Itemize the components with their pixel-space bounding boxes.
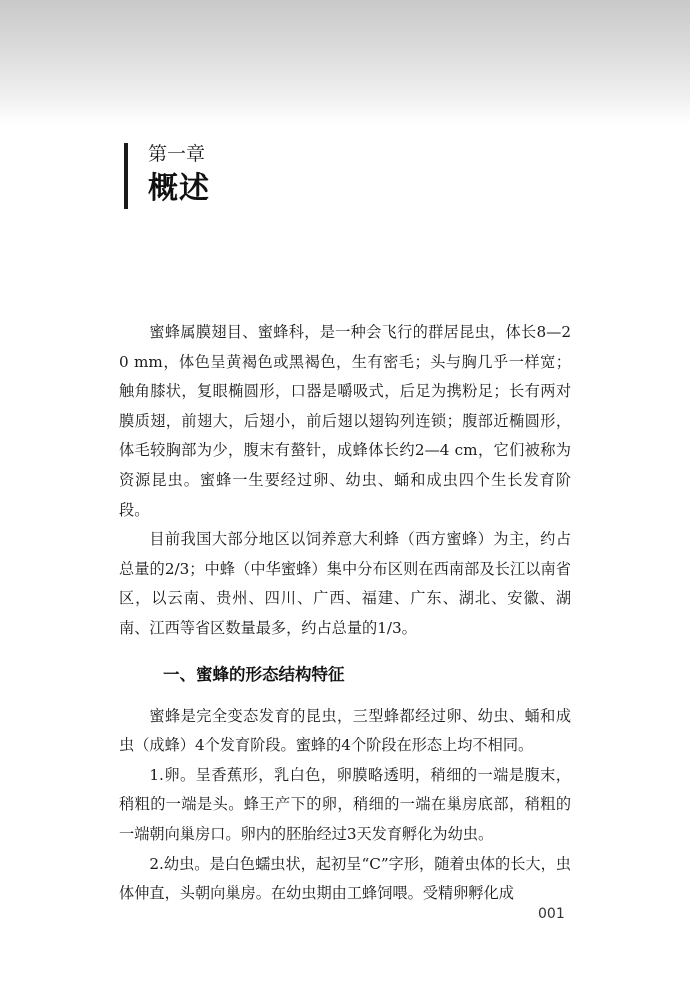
chapter-title: 概述 (148, 171, 210, 206)
paragraph: 目前我国大部分地区以饲养意大利蜂（西方蜜蜂）为主，约占总量的2/3；中蜂（中华蜜蜂）集中分布区则在西南部及长江以南省区，以云南、贵州、四川、广西、福建、广东、湖北、安徽、湖南、江西等省区数量最多，约占总量的1/3。 (119, 530, 571, 637)
chapter-heading (124, 143, 210, 209)
paragraph: 1.卵。呈香蕉形，乳白色，卵膜略透明，稍细的一端是腹末，稍粗的一端是头。蜂王产下的卵，稍细的一端在巢房底部，稍粗的一端朝向巢房口。卵内的胚胎经过3天发育孵化为幼虫。 (119, 765, 571, 843)
header-gradient-band (0, 0, 690, 125)
main-content (119, 318, 571, 909)
page-number: 001 (538, 906, 565, 922)
section-heading: 一、蜜蜂的形态结构特征 (163, 664, 345, 684)
paragraph: 2.幼虫。是白色蠕虫状，起初呈“C”字形，随着虫体的长大，虫体伸直，头朝向巢房。在幼虫期由工蜂饲喂。受精卵孵化成 (119, 854, 571, 903)
paragraph: 蜜蜂属膜翅目、蜜蜂科，是一种会飞行的群居昆虫，体长8—20 mm，体色呈黄褐色或黑褐色，生有密毛；头与胸几乎一样宽；触角膝状，复眼椭圆形，口器是嚼吸式，后足为携粉足；长有两对膜质翅，前翅大，后翅小，前后翅以翅钩列连锁；腹部近椭圆形，体毛较胸部为少，腹末有螯针，成蜂体长约2—4 cm，它们被称为资源昆虫。蜜蜂一生要经过卵、幼虫、蛹和成虫四个生长发育阶段。 (119, 323, 571, 519)
paragraph: 蜜蜂是完全变态发育的昆虫，三型蜂都经过卵、幼虫、蛹和成虫（成蜂）4个发育阶段。蜜蜂的4个阶段在形态上均不相同。 (119, 706, 571, 755)
chapter-number: 第一章 (148, 143, 206, 165)
